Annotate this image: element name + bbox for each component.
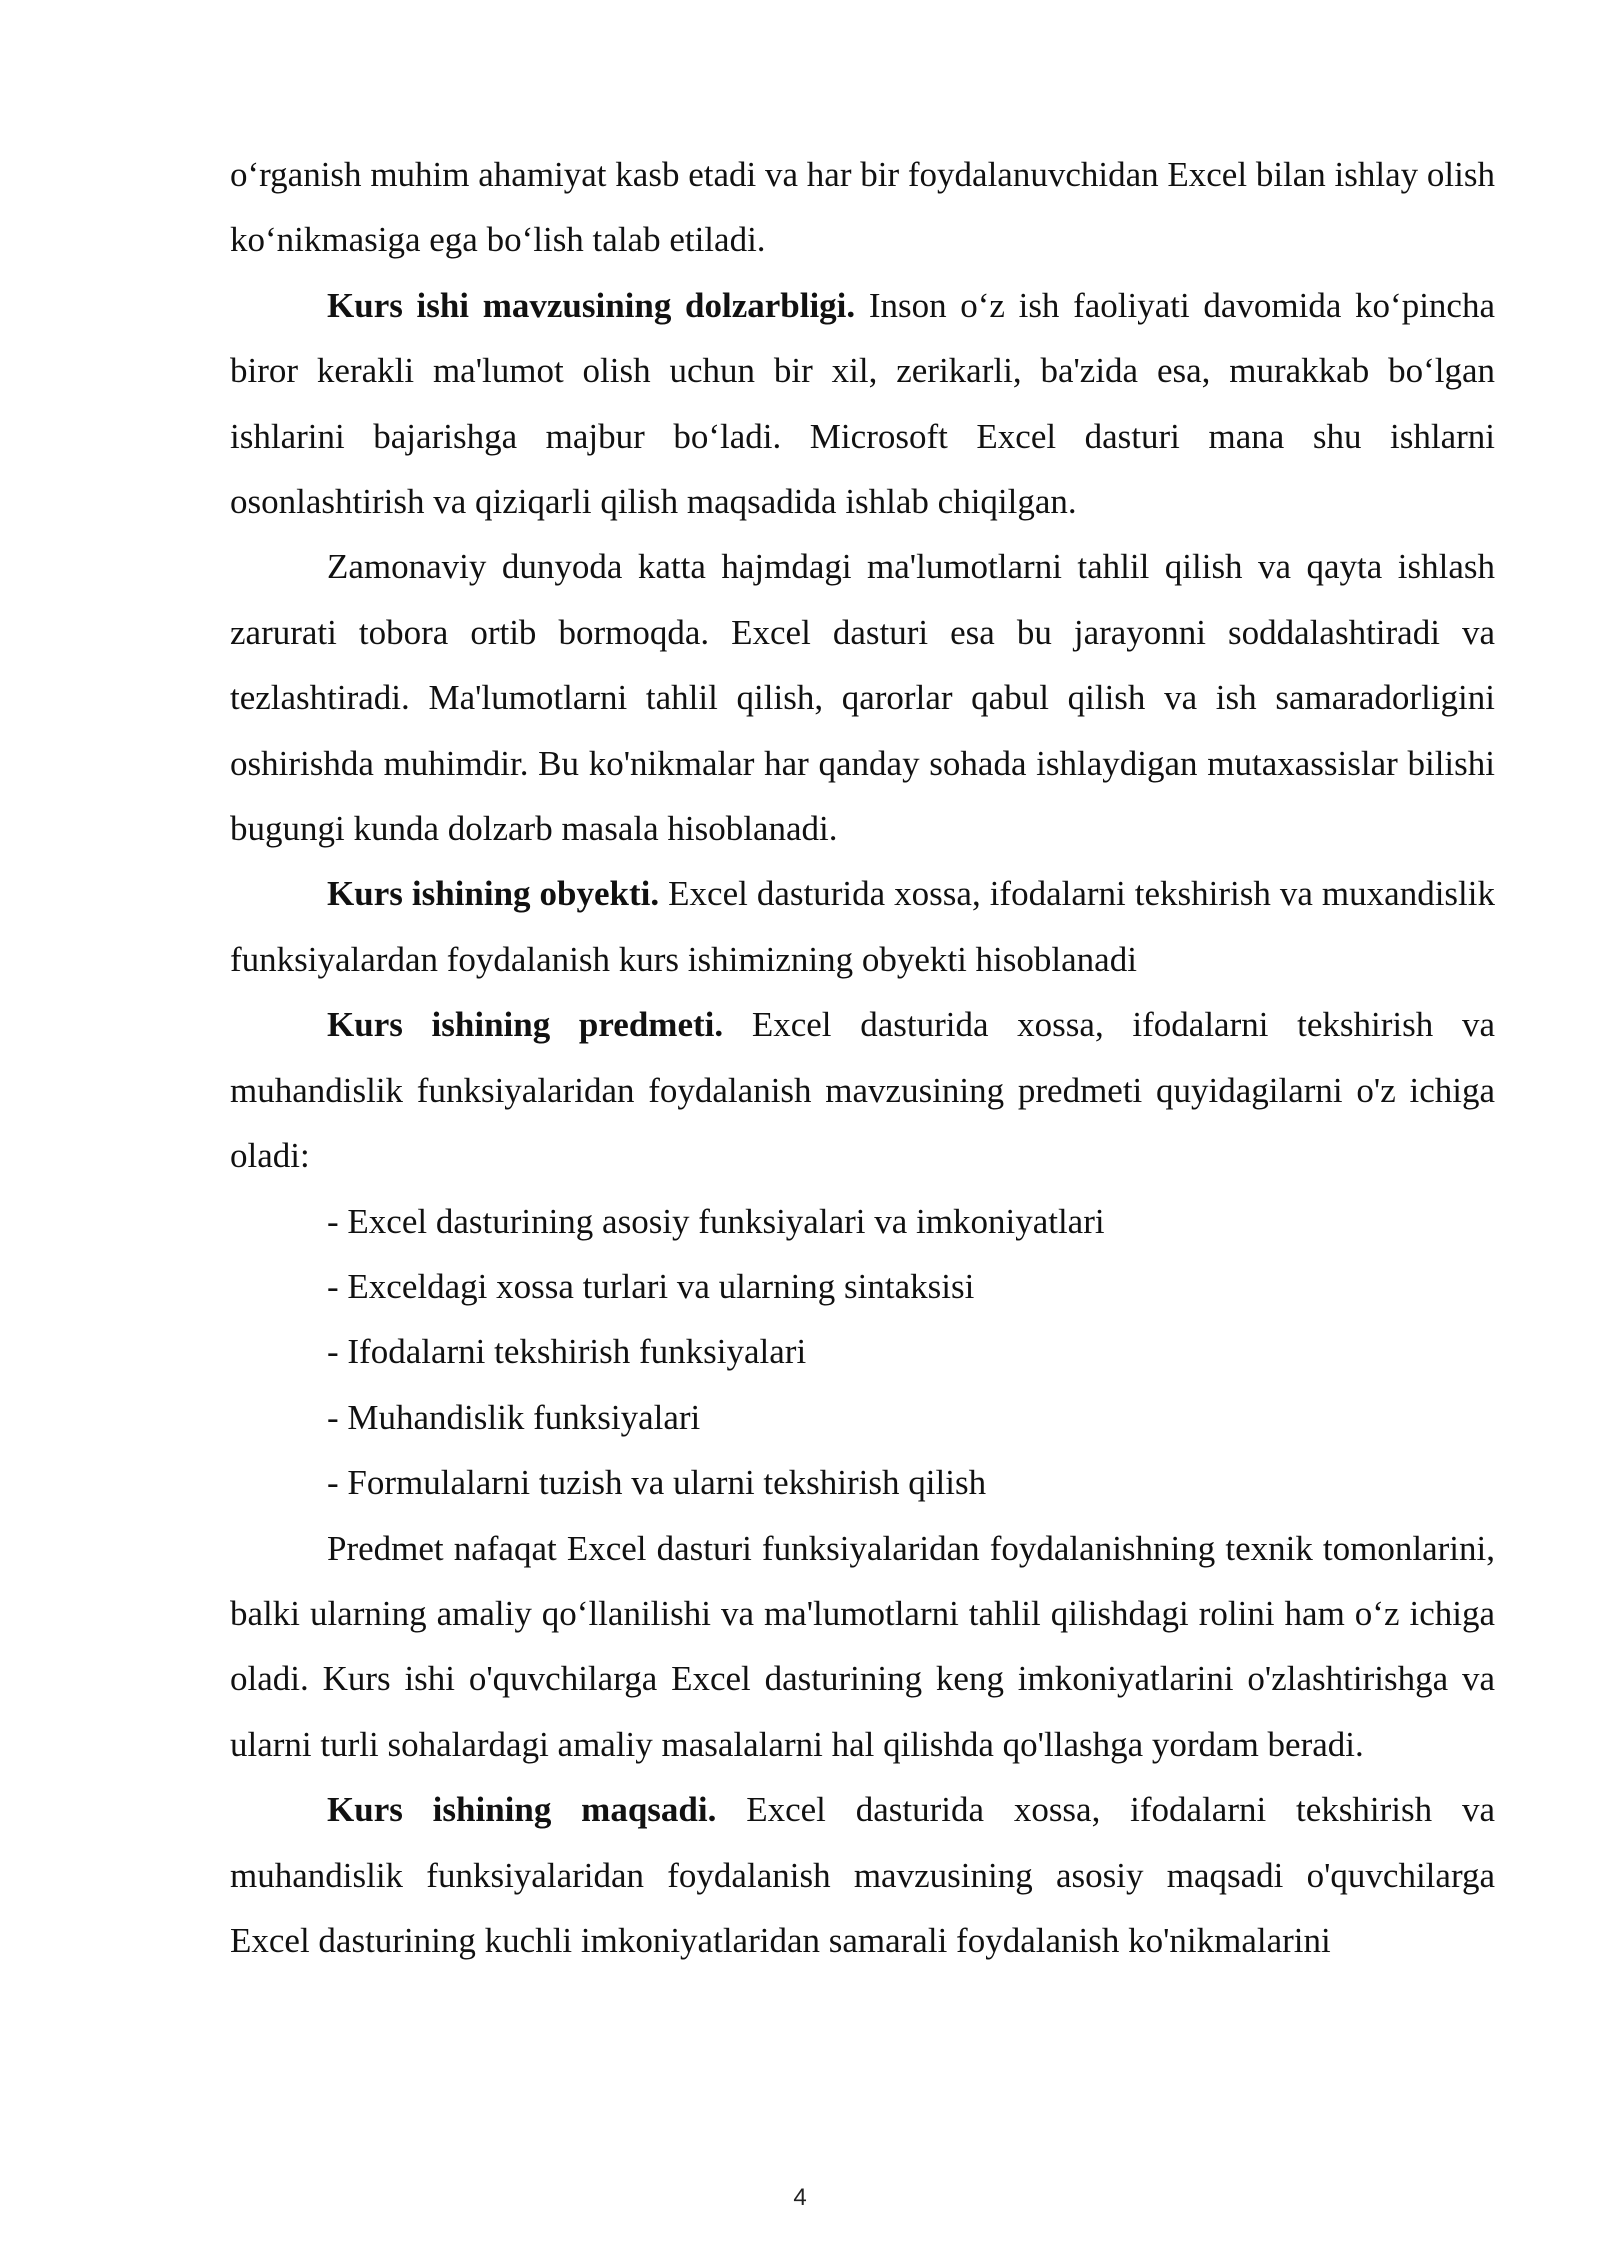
paragraph-text: Excel dasturida xossa, ifodalarni tekshirish va muhandislik funksiyalaridan foydalanish mavzusining predmeti quyidagilarni o'z ichiga oladi: xyxy=(230,1005,1495,1176)
list-item: - Muhandislik funksiyalari xyxy=(327,1397,701,1437)
paragraph-object xyxy=(230,861,1495,992)
paragraph-text: o‘rganish muhim ahamiyat kasb etadi va har bir foydalanuvchidan Excel bilan ishlay olish ko‘nikmasiga ega bo‘lish talab etiladi. xyxy=(230,155,1495,260)
paragraph-relevance xyxy=(230,273,1495,535)
paragraph-heading: Kurs ishining predmeti. xyxy=(327,1005,724,1045)
paragraph-goal xyxy=(230,1777,1495,1973)
list-item: - Formulalarni tuzish va ularni tekshirish qilish xyxy=(327,1463,987,1503)
paragraph-text: Excel dasturida xossa, ifodalarni tekshirish va muxandislik funksiyalardan foydalanish kurs ishimizning obyekti hisoblanadi xyxy=(230,874,1495,979)
paragraph-text: Predmet nafaqat Excel dasturi funksiyalaridan foydalanishning texnik tomonlarini, balki ularning amaliy qo‘llanilishi va ma'lumotlarni tahlil qilishdagi rolini ham o‘z ichiga oladi. Kurs ishi o'quvchilarga Excel dasturining keng imkoniyatlarini o'zlashtirishga va ularni turli sohalardagi amaliy masalalarni hal qilishda qo'llashga yordam beradi. xyxy=(230,1528,1495,1764)
list-item: - Exceldagi xossa turlari va ularning sintaksisi xyxy=(327,1266,975,1306)
document-page xyxy=(230,142,1495,1973)
bullet-list xyxy=(230,1189,1495,1516)
paragraph-text: Inson o‘z ish faoliyati davomida ko‘pincha biror kerakli ma'lumot olish uchun bir xil, zerikarli, ba'zida esa, murakkab bo‘lgan ishlarini bajarishga majbur bo‘ladi. Microsoft Excel dasturi mana shu ishlarni osonlashtirish va qiziqarli qilish maqsadida ishlab chiqilgan. xyxy=(230,285,1495,522)
list-item: - Excel dasturining asosiy funksiyalari va imkoniyatlari xyxy=(327,1201,1105,1241)
paragraph-continuation xyxy=(230,142,1495,273)
paragraph-heading: Kurs ishining obyekti. xyxy=(327,874,660,914)
paragraph-subject xyxy=(230,992,1495,1188)
page-number: 4 xyxy=(793,2184,807,2211)
paragraph-heading: Kurs ishi mavzusining dolzarbligi. xyxy=(327,285,856,325)
paragraph-text: Excel dasturida xossa, ifodalarni tekshirish va muhandislik funksiyalaridan foydalanish mavzusining asosiy maqsadi o'quvchilarga Excel dasturining kuchli imkoniyatlaridan samarali foydalanish ko'nikmalarini xyxy=(230,1790,1496,1960)
list-item: - Ifodalarni tekshirish funksiyalari xyxy=(327,1332,807,1372)
paragraph-modern-world xyxy=(230,534,1495,861)
paragraph-text: Zamonaviy dunyoda katta hajmdagi ma'lumotlarni tahlil qilish va qayta ishlash zarurati tobora ortib bormoqda. Excel dasturi esa bu jarayonni soddalashtiradi va tezlashtiradi. Ma'lumotlarni tahlil qilish, qarorlar qabul qilish va ish samaradorligini oshirishda muhimdir. Bu ko'nikmalar har qanday sohada ishlaydigan mutaxassislar bilishi bugungi kunda dolzarb masala hisoblanadi. xyxy=(230,547,1495,849)
paragraph-subject-scope xyxy=(230,1516,1495,1778)
paragraph-heading: Kurs ishining maqsadi. xyxy=(327,1790,717,1830)
